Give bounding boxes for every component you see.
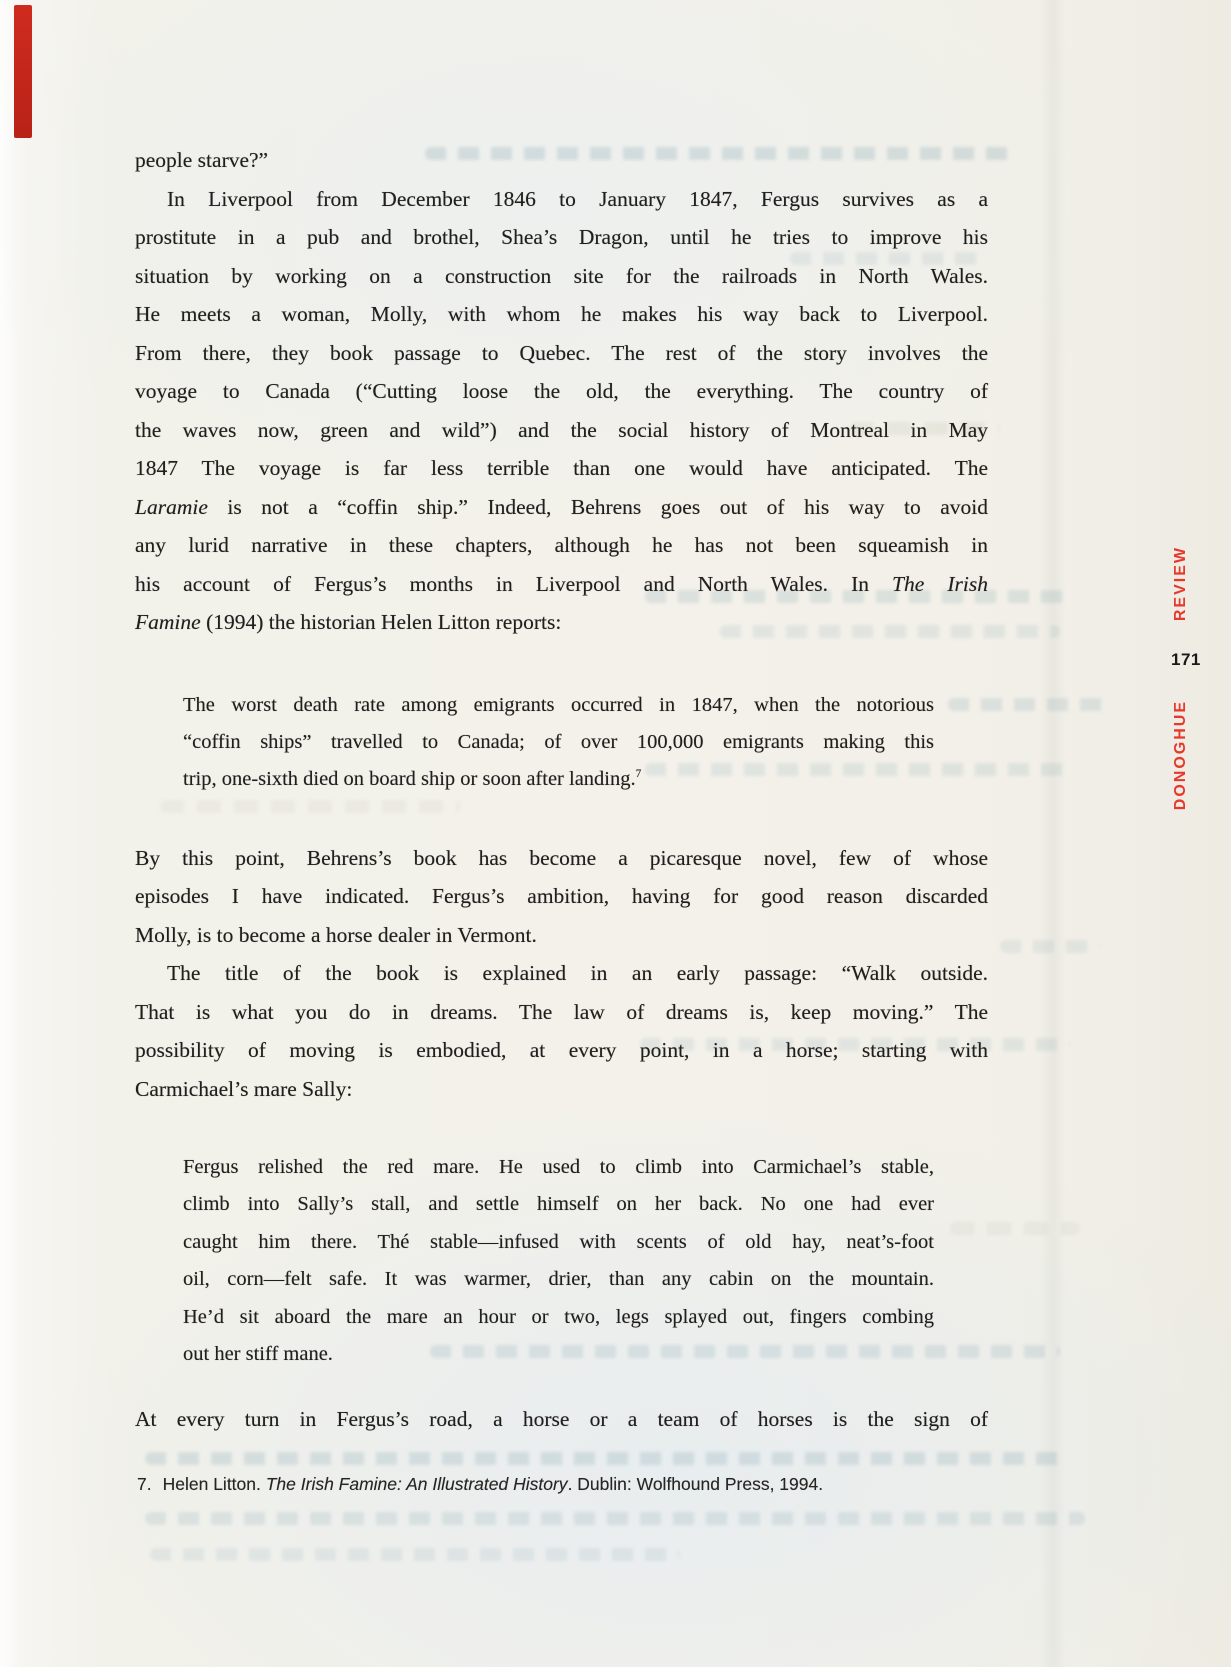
- text-line: Carmichael’s mare Sally:: [135, 1076, 353, 1101]
- footnote-text: Helen Litton.: [162, 1474, 266, 1494]
- text-run: (1994) the historian Helen Litton reports:: [200, 610, 562, 634]
- text-line: Fergus relished the red mare. He used to climb into Carmichael’s stable,: [183, 1156, 934, 1178]
- text-line: The title of the book is explained in an early passage: “Walk outside.: [167, 961, 988, 985]
- text-line: 1847 The voyage is far less terrible than one would have anticipated. The: [135, 456, 988, 480]
- text-line: [135, 488, 988, 527]
- text-line: voyage to Canada (“Cutting loose the old, the everything. The country of: [135, 379, 988, 403]
- text-line: people starve?”: [135, 148, 269, 172]
- ghost-text-smudge: [145, 1452, 1065, 1465]
- text-line: That is what you do in dreams. The law of dreams is, keep moving.” The: [135, 999, 988, 1024]
- text-line: out her stiff mane.: [183, 1343, 333, 1366]
- ghost-text-smudge: [145, 1512, 1085, 1525]
- ghost-text-smudge: [1000, 940, 1100, 953]
- text-line: prostitute in a pub and brothel, Shea’s Dragon, until he tries to improve his: [135, 225, 988, 249]
- text-line: possibility of moving is embodied, at every point, in a horse; starting with: [135, 1038, 988, 1062]
- text-line: [135, 603, 988, 642]
- author-label: DONOGHUE: [1172, 700, 1189, 811]
- block-quote: [183, 687, 934, 798]
- text-run: his account of Fergus’s months in Liverpool and North Wales. In: [135, 571, 893, 596]
- page-crease: [1040, 0, 1066, 1667]
- paragraph: [135, 1400, 988, 1439]
- text-line: [135, 565, 988, 604]
- text-line: From there, they book passage to Quebec. The rest of the story involves the: [135, 340, 988, 365]
- paragraph: [135, 839, 988, 955]
- text-line: caught him there. Thé stable—infused with scents of old hay, neat’s-foot: [183, 1230, 934, 1253]
- text-line: climb into Sally’s stall, and settle himself on her back. No one had ever: [183, 1193, 934, 1216]
- footnote-text: . Dublin: Wolfhound Press, 1994.: [567, 1474, 824, 1494]
- text-run: trip, one-sixth died on board ship or soon after landing.: [183, 767, 636, 790]
- text-line: By this point, Behrens’s book has become a picaresque novel, few of whose: [135, 845, 988, 870]
- text-line: The worst death rate among emigrants occurred in 1847, when the notorious: [183, 693, 934, 716]
- text-line: “coffin ships” travelled to Canada; of over 100,000 emigrants making this: [183, 730, 934, 753]
- text-line: He’d sit aboard the mare an hour or two, legs splayed out, fingers combing: [183, 1305, 934, 1328]
- paragraph: [135, 180, 988, 642]
- text-line: In Liverpool from December 1846 to January 1847, Fergus survives as a: [167, 186, 988, 211]
- italic-book-title: Famine: [135, 610, 201, 634]
- footnote-reference: 7: [635, 767, 642, 780]
- page-number: 171: [1171, 650, 1201, 669]
- body-text: [135, 141, 988, 1439]
- italic-book-title: Laramie: [135, 494, 208, 519]
- footnote: [137, 1472, 1007, 1496]
- text-line: Molly, is to become a horse dealer in Vermont.: [135, 922, 537, 947]
- paragraph: [135, 954, 988, 1108]
- italic-book-title: The Irish: [892, 571, 988, 596]
- footnote-marker: 7.: [137, 1474, 152, 1494]
- footnote-book-title: The Irish Famine: An Illustrated History: [265, 1474, 568, 1494]
- text-line: situation by working on a construction site for the railroads in North Wales.: [135, 263, 988, 288]
- text-line: [183, 761, 934, 798]
- section-label: REVIEW: [1172, 546, 1189, 622]
- text-line: He meets a woman, Molly, with whom he makes his way back to Liverpool.: [135, 302, 988, 326]
- block-quote: [183, 1149, 934, 1373]
- text-line: oil, corn—felt safe. It was warmer, drier, than any cabin on the mountain.: [183, 1268, 934, 1291]
- text-line: At every turn in Fergus’s road, a horse or a team of horses is the sign of: [135, 1407, 988, 1432]
- scanner-registration-mark: [14, 5, 32, 138]
- text-run: is not a “coffin ship.” Indeed, Behrens goes out of his way to avoid: [207, 494, 988, 519]
- text-line: episodes I have indicated. Fergus’s ambition, having for good reason discarded: [135, 884, 988, 908]
- text-line: the waves now, green and wild”) and the social history of Montreal in May: [135, 417, 988, 442]
- ghost-text-smudge: [150, 1548, 680, 1561]
- text-line: any lurid narrative in these chapters, although he has not been squeamish in: [135, 533, 988, 557]
